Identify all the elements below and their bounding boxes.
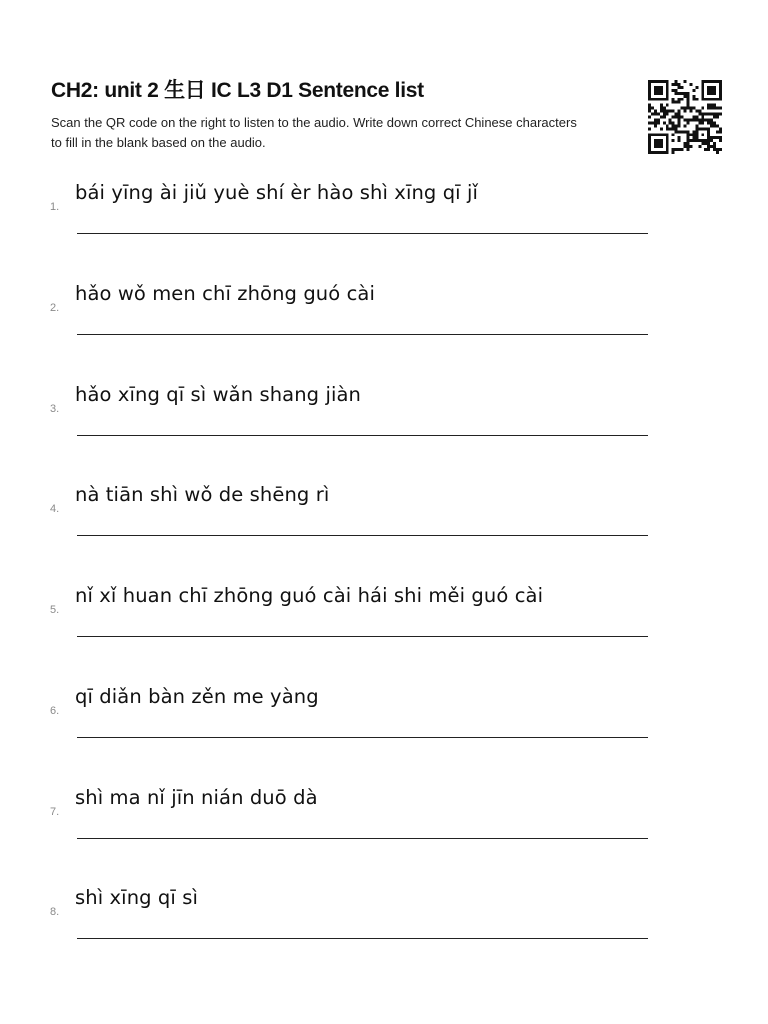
pinyin-sentence: bái yīng ài jiǔ yuè shí èr hào shì xīng qī jǐ [75,181,479,204]
pinyin-sentence: nà tiān shì wǒ de shēng rì [75,483,330,506]
pinyin-sentence: nǐ xǐ huan chī zhōng guó cài hái shi měi guó cài [75,584,544,607]
sentence-item-3 [50,383,610,449]
item-number: 1. [50,201,60,213]
item-number: 4. [50,503,60,515]
answer-blank-line[interactable] [77,938,648,939]
sentence-item-6 [50,685,610,751]
sentence-item-5 [50,584,610,650]
answer-blank-line[interactable] [77,435,648,436]
pinyin-sentence: hǎo wǒ men chī zhōng guó cài [75,282,375,305]
sentence-item-8 [50,886,610,952]
answer-blank-line[interactable] [77,636,648,637]
answer-blank-line[interactable] [77,334,648,335]
sentence-item-2 [50,282,610,348]
sentence-item-1 [50,181,610,247]
pinyin-sentence: shì ma nǐ jīn nián duō dà [75,786,318,809]
answer-blank-line[interactable] [77,535,648,536]
answer-blank-line[interactable] [77,737,648,738]
item-number: 6. [50,705,60,717]
pinyin-sentence: hǎo xīng qī sì wǎn shang jiàn [75,383,362,406]
item-number: 7. [50,806,60,818]
qr-code-icon[interactable] [648,80,722,154]
answer-blank-line[interactable] [77,838,648,839]
answer-blank-line[interactable] [77,233,648,234]
pinyin-sentence: shì xīng qī sì [75,886,198,909]
item-number: 2. [50,302,60,314]
instructions-text: Scan the QR code on the right to listen to the audio. Write down correct Chinese characters to fill in the blank based on the audio. [51,115,577,150]
sentence-item-7 [50,786,610,852]
item-number: 8. [50,906,60,918]
item-number: 3. [50,403,60,415]
page-title: CH2: unit 2 生日 IC L3 D1 Sentence list [51,79,424,102]
item-number: 5. [50,604,60,616]
pinyin-sentence: qī diǎn bàn zěn me yàng [75,685,319,708]
sentence-item-4 [50,483,610,549]
